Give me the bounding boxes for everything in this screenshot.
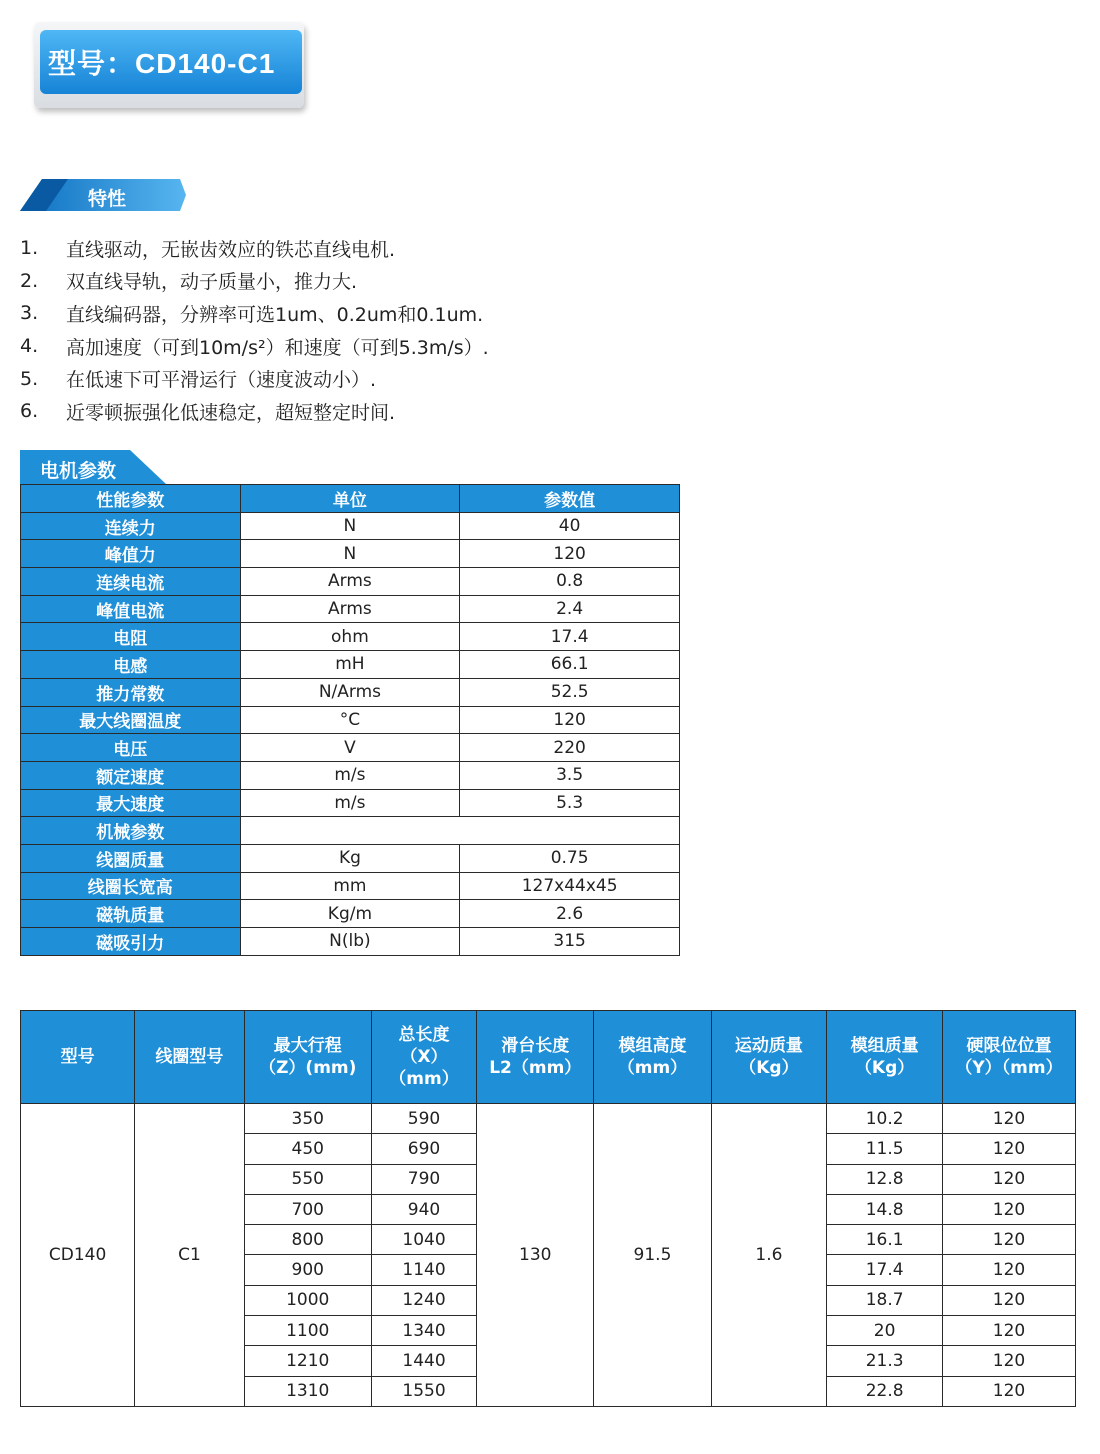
- max-stroke: 700: [244, 1194, 371, 1224]
- model-header-cell: [371, 1011, 476, 1104]
- model-header-cell: [942, 1011, 1075, 1104]
- model-header-line: （Kg）: [739, 1058, 799, 1078]
- total-length: 1440: [371, 1346, 476, 1376]
- param-name: 峰值力: [21, 540, 241, 568]
- param-unit: ohm: [240, 623, 460, 651]
- param-name: 峰值电流: [21, 595, 241, 623]
- moving-mass: 1.6: [711, 1104, 827, 1407]
- param-name: 最大线圈温度: [21, 706, 241, 734]
- param-name: 磁吸引力: [21, 928, 241, 956]
- param-name: 连续电流: [21, 568, 241, 596]
- max-stroke: 900: [244, 1255, 371, 1285]
- features-list: [20, 232, 489, 428]
- model-header-cell: [827, 1011, 943, 1104]
- param-name: 电感: [21, 651, 241, 679]
- param-unit: Kg: [240, 844, 460, 872]
- model-header-line: 最大行程: [273, 1035, 342, 1056]
- table-row: [21, 706, 680, 734]
- param-value: 0.8: [460, 568, 680, 596]
- max-stroke: 800: [244, 1225, 371, 1255]
- param-value: 120: [460, 706, 680, 734]
- motor-params-title: 电机参数: [40, 460, 117, 482]
- feature-text: 近零顿振强化低速稳定，超短整定时间.: [66, 401, 396, 424]
- table-row: [21, 734, 680, 762]
- feature-text: 在低速下可平滑运行（速度波动小）.: [66, 369, 377, 392]
- param-name: 额定速度: [21, 761, 241, 789]
- table-row: [21, 900, 680, 928]
- hard-limit-position: 120: [942, 1134, 1075, 1164]
- model-header-line: 硬限位位置: [966, 1035, 1052, 1056]
- motor-params-tab: [20, 450, 166, 484]
- feature-number: 1.: [20, 237, 39, 260]
- param-value: 17.4: [460, 623, 680, 651]
- param-unit: N: [240, 540, 460, 568]
- total-length: 1340: [371, 1316, 476, 1346]
- max-stroke: 1310: [244, 1376, 371, 1406]
- model-name: CD140: [21, 1104, 135, 1407]
- total-length: 790: [371, 1164, 476, 1194]
- table-row: [21, 651, 680, 679]
- total-length: 590: [371, 1104, 476, 1134]
- param-unit: Kg/m: [240, 900, 460, 928]
- features-tab: [20, 177, 186, 213]
- param-unit: m/s: [240, 789, 460, 817]
- params-header-row: [21, 485, 680, 513]
- hard-limit-position: 120: [942, 1194, 1075, 1224]
- param-unit: N/Arms: [240, 678, 460, 706]
- model-header-line: 运动质量: [734, 1035, 803, 1056]
- feature-text: 直线驱动，无嵌齿效应的铁芯直线电机.: [66, 238, 396, 261]
- model-header-line: （mm）: [617, 1058, 688, 1078]
- table-row: [21, 872, 680, 900]
- max-stroke: 1000: [244, 1285, 371, 1315]
- feature-number: 2.: [20, 269, 39, 292]
- param-unit: Arms: [240, 595, 460, 623]
- param-value: 5.3: [460, 789, 680, 817]
- param-value: 315: [460, 928, 680, 956]
- feature-item: [20, 297, 489, 330]
- hard-limit-position: 120: [942, 1376, 1075, 1406]
- feature-number: 6.: [20, 400, 39, 423]
- param-name: 线圈质量: [21, 844, 241, 872]
- motor-params-table: [20, 484, 680, 956]
- param-unit: m/s: [240, 761, 460, 789]
- param-name: 磁轨质量: [21, 900, 241, 928]
- feature-number: 4.: [20, 335, 39, 358]
- model-header-line: （mm）: [389, 1069, 459, 1090]
- model-header-cell: [135, 1011, 244, 1104]
- feature-text: 双直线导轨，动子质量小，推力大.: [66, 271, 358, 294]
- model-header-cell: [711, 1011, 827, 1104]
- slide-length: 130: [477, 1104, 594, 1407]
- feature-text: 高加速度（可到10m/s²）和速度（可到5.3m/s）.: [66, 336, 489, 359]
- model-header-line: 线圈型号: [155, 1046, 224, 1067]
- model-title: 型号：CD140-C1: [48, 48, 276, 79]
- total-length: 690: [371, 1134, 476, 1164]
- hard-limit-position: 120: [942, 1104, 1075, 1134]
- param-value: 0.75: [460, 844, 680, 872]
- model-header-line: 滑台长度: [501, 1035, 570, 1056]
- total-length: 1040: [371, 1225, 476, 1255]
- mech-params-empty: [240, 817, 679, 845]
- max-stroke: 350: [244, 1104, 371, 1134]
- params-header-value: 参数值: [460, 485, 680, 513]
- param-name: 连续力: [21, 512, 241, 540]
- param-value: 52.5: [460, 678, 680, 706]
- max-stroke: 1100: [244, 1316, 371, 1346]
- model-header-cell: [477, 1011, 594, 1104]
- model-header-line: L2（mm）: [489, 1058, 582, 1078]
- module-mass: 17.4: [827, 1255, 943, 1285]
- param-name: 线圈长宽高: [21, 872, 241, 900]
- table-row: [21, 761, 680, 789]
- feature-item: [20, 265, 489, 298]
- hard-limit-position: 120: [942, 1225, 1075, 1255]
- hard-limit-position: 120: [942, 1285, 1075, 1315]
- module-height: 91.5: [594, 1104, 711, 1407]
- feature-item: [20, 330, 489, 363]
- feature-number: 5.: [20, 367, 39, 390]
- feature-text: 直线编码器，分辨率可选1um、0.2um和0.1um.: [66, 303, 484, 326]
- param-value: 120: [460, 540, 680, 568]
- table-row: [21, 928, 680, 956]
- param-name: 电压: [21, 734, 241, 762]
- model-header-line: （Z）(mm): [259, 1058, 357, 1078]
- table-row: [21, 512, 680, 540]
- param-unit: mH: [240, 651, 460, 679]
- model-header-line: （Kg）: [854, 1058, 915, 1078]
- table-row: [21, 789, 680, 817]
- param-unit: Arms: [240, 568, 460, 596]
- model-header-cell: [594, 1011, 711, 1104]
- param-unit: N(lb): [240, 928, 460, 956]
- max-stroke: 450: [244, 1134, 371, 1164]
- param-value: 3.5: [460, 761, 680, 789]
- coil-model: C1: [135, 1104, 244, 1407]
- model-badge: [28, 22, 310, 114]
- param-name: 最大速度: [21, 789, 241, 817]
- module-mass: 18.7: [827, 1285, 943, 1315]
- param-value: 2.4: [460, 595, 680, 623]
- hard-limit-position: 120: [942, 1316, 1075, 1346]
- table-row: [21, 568, 680, 596]
- param-name: 推力常数: [21, 678, 241, 706]
- param-value: 2.6: [460, 900, 680, 928]
- total-length: 1140: [371, 1255, 476, 1285]
- model-header-line: （X）: [400, 1046, 448, 1067]
- total-length: 1240: [371, 1285, 476, 1315]
- table-row: [21, 817, 680, 845]
- model-table: [20, 1010, 1076, 1407]
- features-title: 特性: [88, 188, 127, 210]
- module-mass: 16.1: [827, 1225, 943, 1255]
- hard-limit-position: 120: [942, 1346, 1075, 1376]
- param-value: 127x44x45: [460, 872, 680, 900]
- feature-item: [20, 395, 489, 428]
- module-mass: 10.2: [827, 1104, 943, 1134]
- model-header-line: （Y）（mm）: [955, 1058, 1063, 1078]
- feature-number: 3.: [20, 302, 39, 325]
- total-length: 1550: [371, 1376, 476, 1406]
- hard-limit-position: 120: [942, 1164, 1075, 1194]
- param-value: 40: [460, 512, 680, 540]
- params-header-name: 性能参数: [21, 485, 241, 513]
- max-stroke: 1210: [244, 1346, 371, 1376]
- param-unit: V: [240, 734, 460, 762]
- max-stroke: 550: [244, 1164, 371, 1194]
- module-mass: 12.8: [827, 1164, 943, 1194]
- feature-item: [20, 362, 489, 395]
- module-mass: 21.3: [827, 1346, 943, 1376]
- module-mass: 20: [827, 1316, 943, 1346]
- model-header-line: 型号: [60, 1046, 95, 1067]
- model-header-row: [21, 1011, 1076, 1104]
- table-row: [21, 595, 680, 623]
- param-value: 220: [460, 734, 680, 762]
- model-header-line: 模组质量: [850, 1035, 919, 1056]
- table-row: [21, 540, 680, 568]
- model-header-cell: [21, 1011, 135, 1104]
- param-value: 66.1: [460, 651, 680, 679]
- mech-params-label: 机械参数: [21, 817, 241, 845]
- module-mass: 22.8: [827, 1376, 943, 1406]
- table-row: [21, 1104, 1076, 1134]
- params-header-unit: 单位: [240, 485, 460, 513]
- param-unit: mm: [240, 872, 460, 900]
- module-mass: 11.5: [827, 1134, 943, 1164]
- feature-item: [20, 232, 489, 265]
- param-name: 电阻: [21, 623, 241, 651]
- table-row: [21, 844, 680, 872]
- model-header-line: 总长度: [398, 1024, 450, 1045]
- model-header-line: 模组高度: [618, 1035, 687, 1056]
- hard-limit-position: 120: [942, 1255, 1075, 1285]
- total-length: 940: [371, 1194, 476, 1224]
- table-row: [21, 678, 680, 706]
- param-unit: N: [240, 512, 460, 540]
- module-mass: 14.8: [827, 1194, 943, 1224]
- table-row: [21, 623, 680, 651]
- model-header-cell: [244, 1011, 371, 1104]
- param-unit: °C: [240, 706, 460, 734]
